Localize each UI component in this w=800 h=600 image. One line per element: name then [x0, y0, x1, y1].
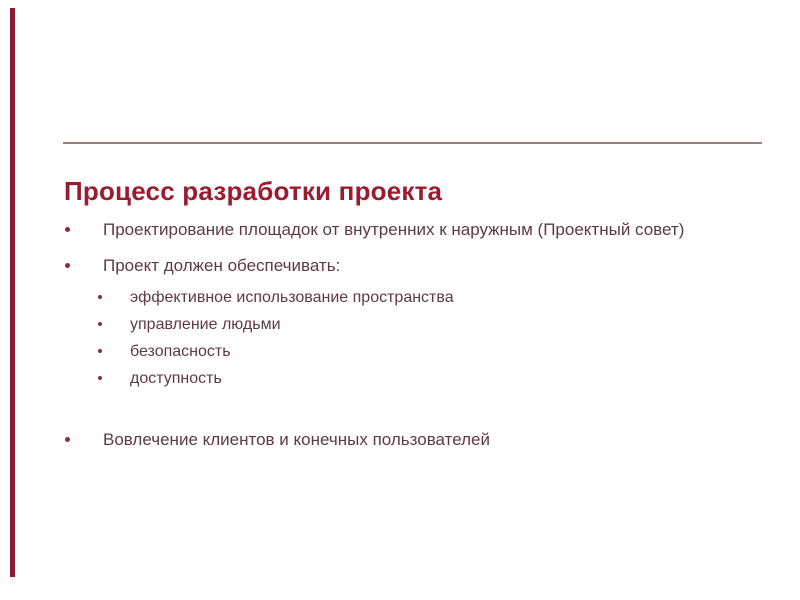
bullet-text: Вовлечение клиентов и конечных пользователей	[103, 430, 490, 449]
sub-bullet-text: управление людьми	[130, 316, 281, 333]
left-accent-bar	[10, 8, 15, 577]
bullet-dot-icon	[98, 376, 102, 380]
title-divider-line	[63, 142, 762, 144]
bullet-text: Проектирование площадок от внутренних к наружным (Проектный совет)	[103, 220, 685, 239]
sub-bullet-item	[98, 368, 222, 389]
bullet-dot-icon	[98, 295, 102, 299]
bullet-dot-icon	[65, 437, 70, 442]
slide-title: Процесс разработки проекта	[64, 176, 443, 207]
bullet-dot-icon	[65, 263, 70, 268]
sub-bullet-item	[98, 287, 454, 308]
bullet-dot-icon	[65, 227, 70, 232]
sub-bullet-text: эффективное использование пространства	[130, 289, 454, 306]
bullet-item	[65, 429, 490, 451]
bullet-item	[65, 219, 684, 241]
bullet-dot-icon	[98, 349, 102, 353]
sub-bullet-item	[98, 341, 231, 362]
sub-bullet-item	[98, 314, 281, 335]
sub-bullet-text: доступность	[130, 370, 222, 387]
bullet-dot-icon	[98, 322, 102, 326]
bullet-item	[65, 255, 340, 277]
sub-bullet-text: безопасность	[130, 343, 231, 360]
bullet-text: Проект должен обеспечивать:	[103, 256, 341, 275]
